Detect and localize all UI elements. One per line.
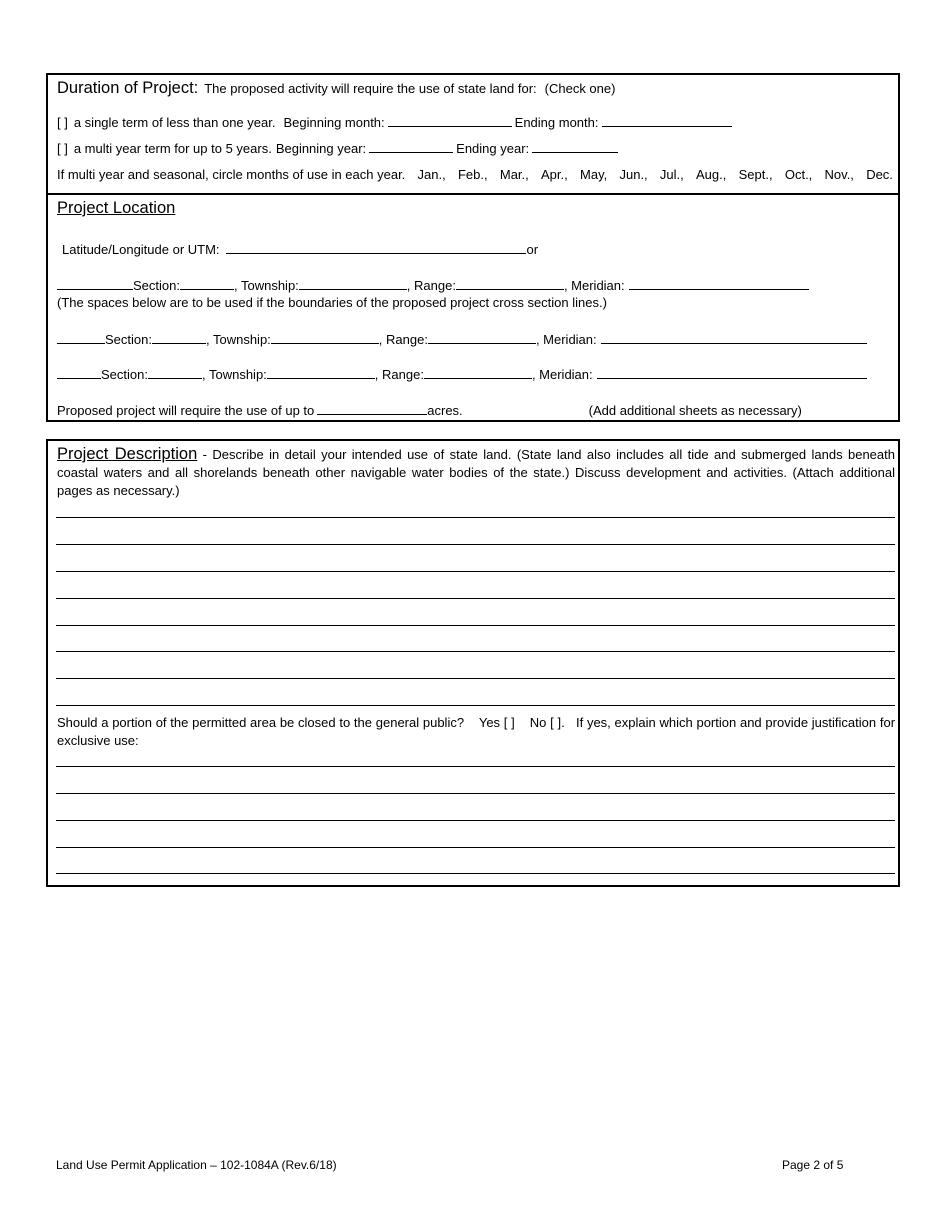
section-row-3: [57, 366, 867, 382]
acres-field[interactable]: [317, 402, 427, 415]
answer-line[interactable]: [56, 705, 895, 706]
beginning-month-label: Beginning month:: [283, 115, 385, 130]
justification-line[interactable]: [56, 873, 895, 874]
month-option[interactable]: May,: [580, 167, 608, 182]
description-paragraph: [57, 445, 895, 500]
ending-month-label: Ending month:: [514, 115, 599, 130]
acres-suffix: acres.: [427, 403, 463, 418]
beginning-year-label: Beginning year:: [275, 141, 367, 156]
acres-row: [57, 402, 802, 418]
lat-long-label: Latitude/Longitude or UTM:: [62, 242, 220, 257]
month-option[interactable]: Nov.,: [824, 167, 854, 182]
township-field[interactable]: [299, 277, 407, 290]
no-checkbox[interactable]: No [ ].: [529, 715, 565, 730]
single-term-row: [57, 114, 735, 130]
footer-form-id: Land Use Permit Application – 102-1084A (Rev.6/18): [56, 1158, 337, 1172]
justification-line[interactable]: [56, 793, 895, 794]
township-field[interactable]: [267, 366, 375, 379]
description-dash: -: [202, 447, 208, 462]
range-label: , Range:: [406, 278, 456, 293]
additional-sheets-note: (Add additional sheets as necessary): [588, 403, 802, 418]
seasonal-note: If multi year and seasonal, circle months of use in each year.: [57, 167, 406, 182]
location-header-row: [57, 199, 175, 218]
beginning-year-field[interactable]: [369, 140, 453, 153]
township-label: , Township:: [233, 278, 299, 293]
answer-line[interactable]: [56, 517, 895, 518]
duration-heading: Duration of Project:: [57, 79, 199, 97]
or-label: or: [526, 242, 539, 257]
range-field[interactable]: [428, 331, 536, 344]
meridian-label: , Meridian:: [531, 367, 593, 382]
month-option[interactable]: Jun.,: [619, 167, 648, 182]
answer-line[interactable]: [56, 571, 895, 572]
months-row: [57, 167, 893, 182]
month-option[interactable]: Jul.,: [659, 167, 684, 182]
section-label: Section:: [133, 278, 180, 293]
answer-line[interactable]: [56, 598, 895, 599]
justification-line[interactable]: [56, 766, 895, 767]
footer-page-number: Page 2 of 5: [782, 1158, 844, 1172]
closed-tail-text: If yes, explain which portion and provide justification for exclusive use:: [57, 715, 896, 748]
month-option[interactable]: Mar.,: [499, 167, 529, 182]
section-label: Section:: [105, 332, 152, 347]
section-prefix-field[interactable]: [57, 331, 105, 344]
section-field[interactable]: [152, 331, 206, 344]
month-option[interactable]: Oct.,: [784, 167, 813, 182]
month-option[interactable]: Sept.,: [738, 167, 773, 182]
section-label: Section:: [101, 367, 148, 382]
closed-area-question: [57, 714, 895, 750]
single-term-checkbox[interactable]: [ ]: [57, 115, 68, 130]
duration-section: [46, 73, 900, 195]
description-section: [46, 439, 900, 887]
check-one-note: (Check one): [544, 81, 616, 96]
month-option[interactable]: Apr.,: [541, 167, 568, 182]
lat-long-row: [62, 241, 538, 257]
justification-line[interactable]: [56, 847, 895, 848]
ending-year-field[interactable]: [532, 140, 618, 153]
meridian-label: , Meridian:: [535, 332, 597, 347]
section-prefix-field[interactable]: [57, 366, 101, 379]
cross-section-note: (The spaces below are to be used if the boundaries of the proposed project cross section lines.): [57, 295, 607, 310]
ending-month-field[interactable]: [602, 114, 732, 127]
township-label: , Township:: [201, 367, 267, 382]
range-label: , Range:: [374, 367, 424, 382]
month-option[interactable]: Jan.,: [417, 167, 446, 182]
range-label: , Range:: [378, 332, 428, 347]
ending-year-label: Ending year:: [456, 141, 530, 156]
section-prefix-field[interactable]: [57, 277, 133, 290]
range-field[interactable]: [424, 366, 532, 379]
township-field[interactable]: [271, 331, 379, 344]
multi-term-row: [57, 140, 621, 156]
range-field[interactable]: [456, 277, 564, 290]
meridian-field[interactable]: [597, 366, 867, 379]
answer-line[interactable]: [56, 678, 895, 679]
multi-term-label: a multi year term for up to 5 years.: [73, 141, 272, 156]
section-row-2: [57, 331, 867, 347]
month-option[interactable]: Aug.,: [696, 167, 727, 182]
location-heading: Project Location: [57, 199, 176, 217]
section-field[interactable]: [148, 366, 202, 379]
acres-prefix: Proposed project will require the use of up to: [57, 403, 315, 418]
justification-line[interactable]: [56, 820, 895, 821]
month-option[interactable]: Dec.: [866, 167, 893, 182]
closed-question-text: Should a portion of the permitted area be closed to the general public?: [57, 715, 465, 730]
meridian-field[interactable]: [601, 331, 867, 344]
single-term-label: a single term of less than one year.: [73, 115, 276, 130]
answer-line[interactable]: [56, 625, 895, 626]
lat-long-field[interactable]: [226, 241, 526, 254]
answer-line[interactable]: [56, 544, 895, 545]
yes-checkbox[interactable]: Yes [ ]: [478, 715, 515, 730]
description-heading: Project Description: [57, 445, 198, 463]
duration-intro: The proposed activity will require the use of state land for:: [204, 81, 537, 96]
cross-section-note-row: [57, 295, 607, 310]
multi-term-checkbox[interactable]: [ ]: [57, 141, 68, 156]
month-option[interactable]: Feb.,: [457, 167, 488, 182]
meridian-label: , Meridian:: [563, 278, 625, 293]
section-field[interactable]: [180, 277, 234, 290]
beginning-month-field[interactable]: [388, 114, 512, 127]
answer-line[interactable]: [56, 651, 895, 652]
section-row-1: [57, 277, 809, 293]
township-label: , Township:: [205, 332, 271, 347]
duration-header-row: [57, 79, 615, 98]
description-text: Describe in detail your intended use of state land. (State land also includes all tide and submerged lands beneath coastal waters and all shorelands beneath other navigable water bodies of the state.) Discuss development and activities. (Attach additional pages as necessary.): [57, 447, 895, 498]
meridian-field[interactable]: [629, 277, 809, 290]
location-section: [46, 193, 900, 422]
